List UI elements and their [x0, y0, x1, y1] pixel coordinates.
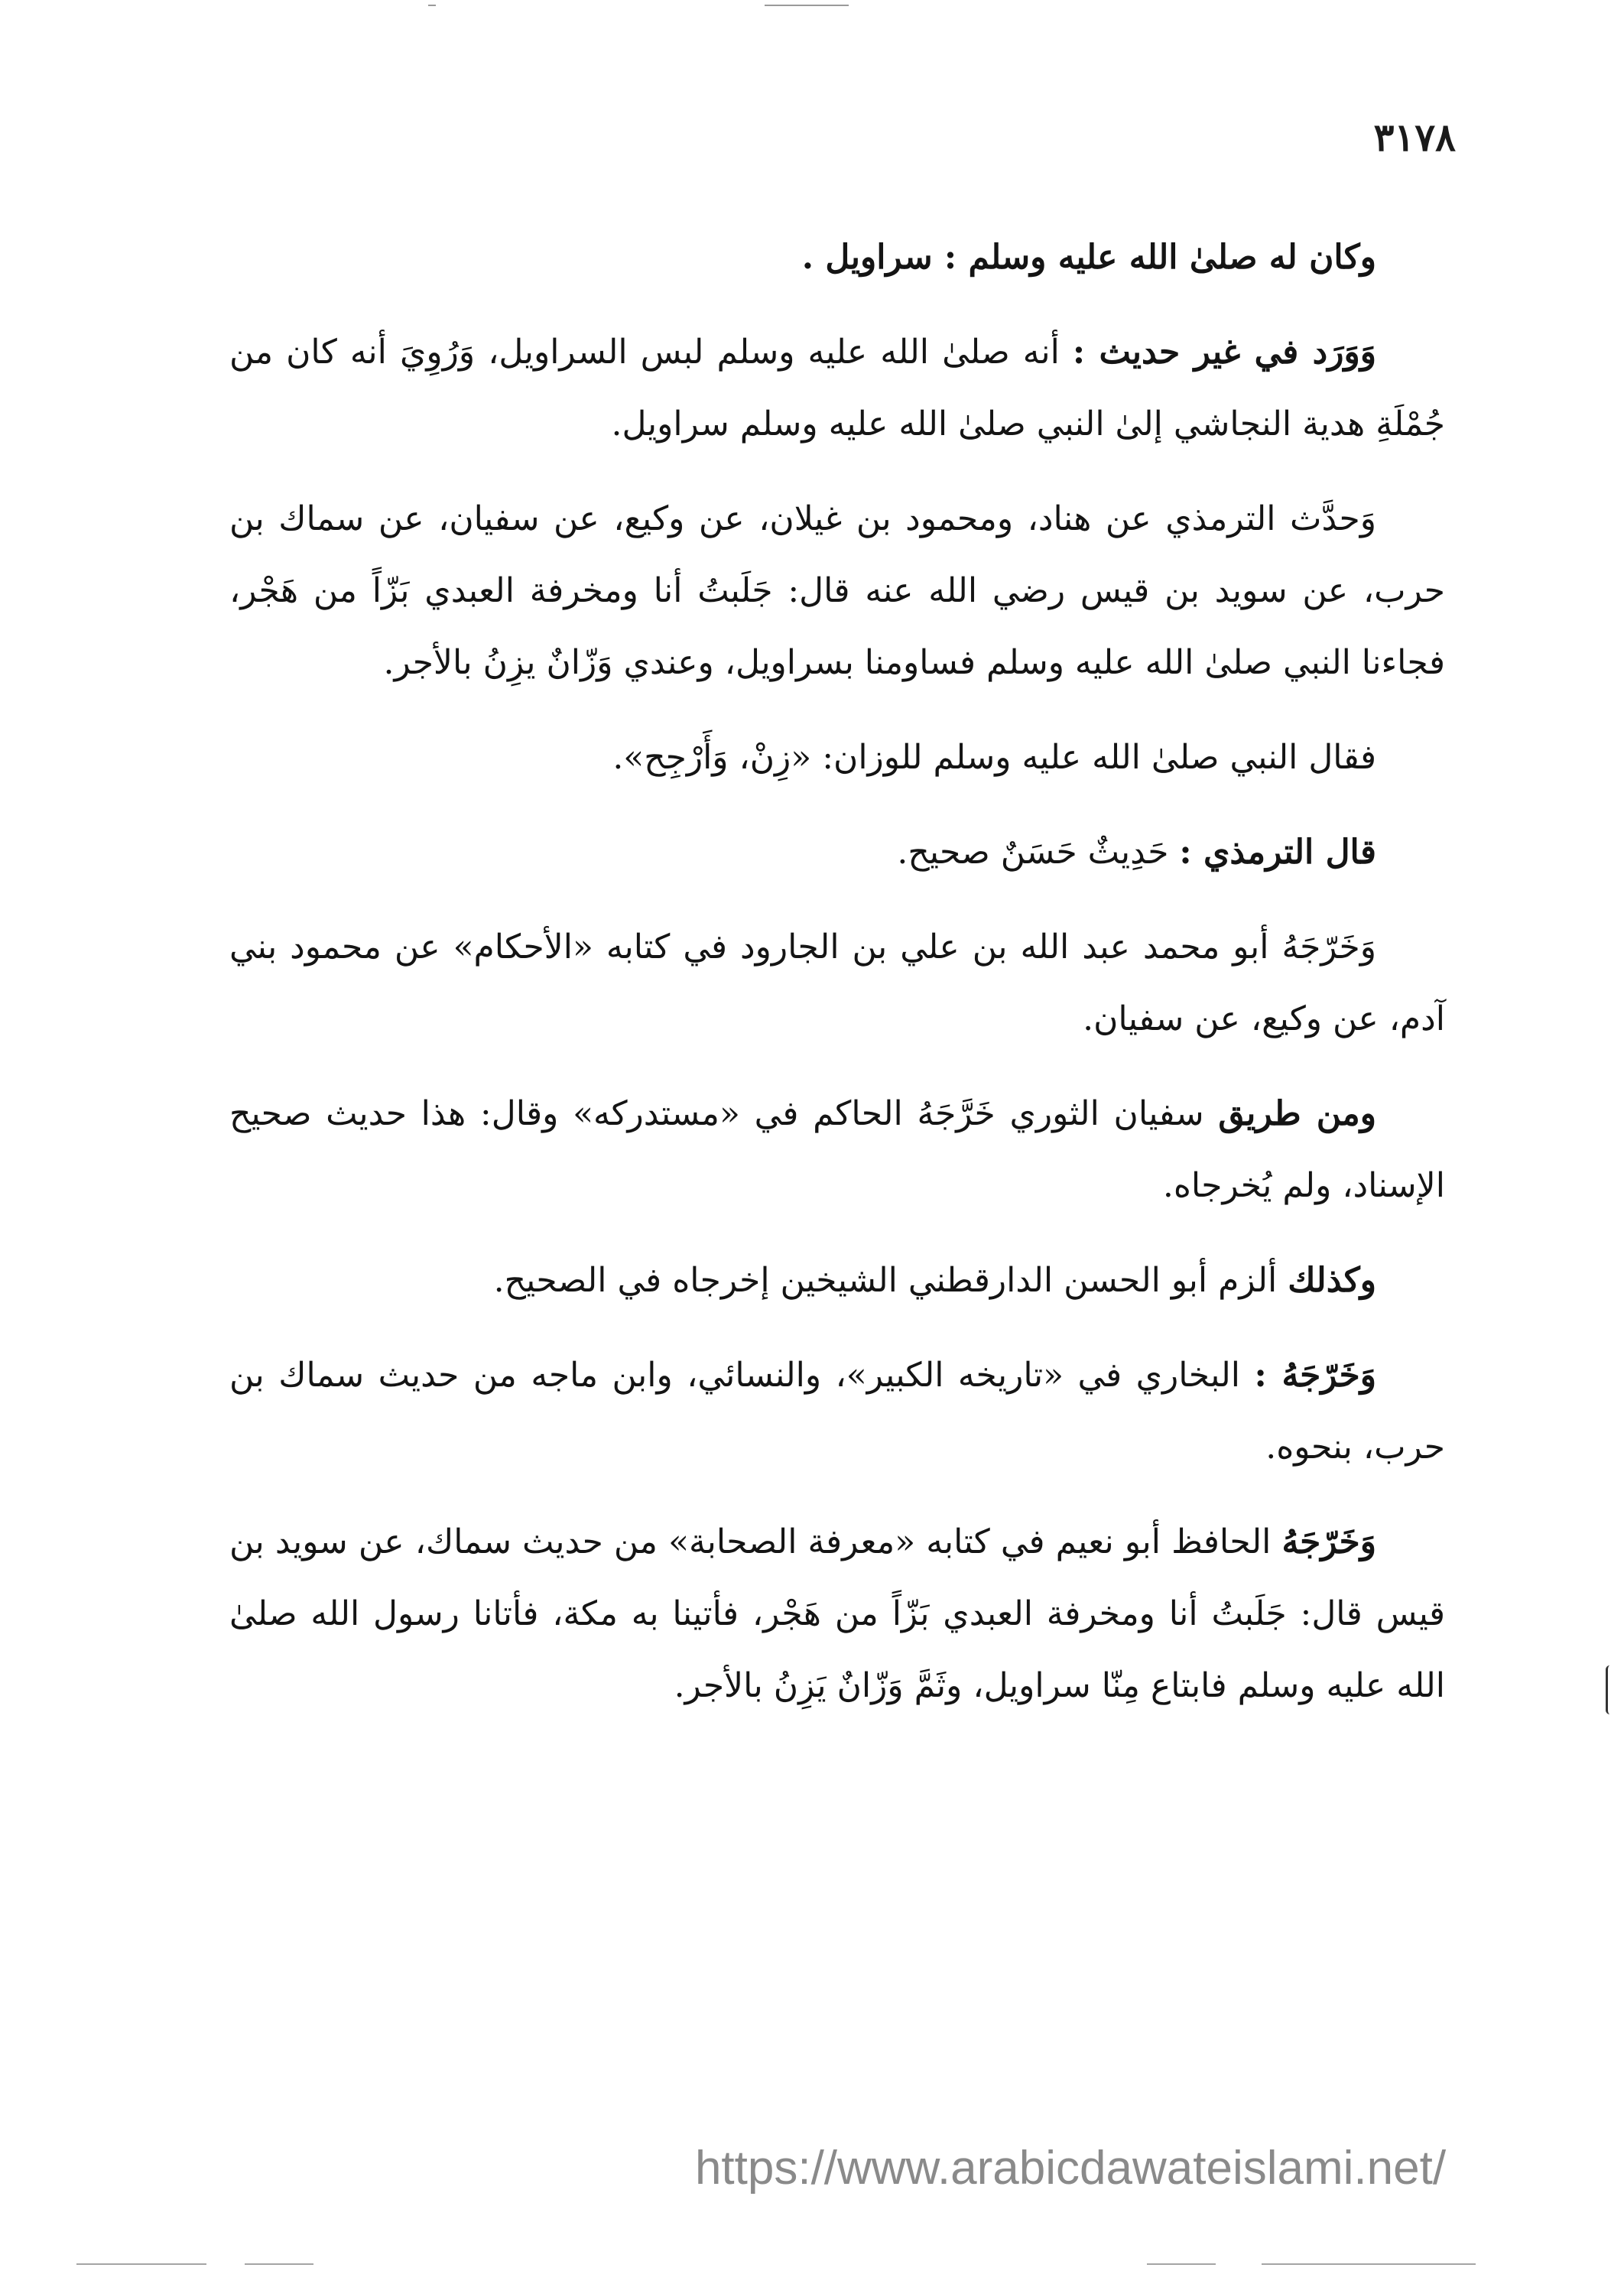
paragraph-7: ومن طريق سفيان الثوري خَرَّجَهُ الحاكم في «مستدركه» وقال: هذا حديث صحيح الإسناد، ولم يُخرجاه.: [229, 1094, 1445, 1205]
top-scan-marks: [0, 5, 1624, 15]
page-body: [229, 222, 1445, 1745]
paragraph-8: وكذلك ألزم أبو الحسن الدارقطني الشيخين إخرجاه في الصحيح.: [493, 1261, 1376, 1300]
paragraph-4: فقال النبي صلىٰ الله عليه وسلم للوزان: «زِنْ، وَأَرْجِح».: [612, 738, 1376, 777]
paragraph-5: قال الترمذي : حَدِيثٌ حَسَنٌ صحيح.: [897, 833, 1376, 872]
watermark-url: https://www.arabicdawateislami.net/: [694, 2142, 1447, 2195]
paragraph-9: وَخَرّجَهُ : البخاري في «تاريخه الكبير»، والنسائي، وابن ماجه من حديث سماك بن حرب، بنحوه.: [229, 1356, 1445, 1467]
paragraph-10: وَخَرّجَهُ الحافظ أبو نعيم في كتابه «معرفة الصحابة» من حديث سماك، عن سويد بن قيس قال: جَلَبتُ أنا ومخرفة العبدي بَزّاً من هَجْر، فأتينا به مكة، فأتانا رسول الله صلىٰ الله عليه وسلم فابتاع مِنّا سراويل، وثَمَّ وَزّانٌ يَزِنُ بالأجر.: [229, 1522, 1445, 1705]
paragraph-1: وكان له صلىٰ الله عليه وسلم : سراويل .: [801, 238, 1376, 277]
page-number: ٣١٧٨: [1373, 115, 1456, 160]
paragraph-3: وَحدَّث الترمذي عن هناد، ومحمود بن غيلان، عن وكيع، عن سفيان، عن سماك بن حرب، عن سويد بن قيس رضي الله عنه قال: جَلَبتُ أنا ومخرفة العبدي بَزّاً من هَجْر، فجاءنا النبي صلىٰ الله عليه وسلم فساومنا بسراويل، وعندي وَزّانٌ يزِنُ بالأجر.: [229, 499, 1445, 682]
bottom-scan-marks: [0, 2257, 1624, 2265]
margin-bracket-mark: [1606, 1665, 1614, 1714]
paragraph-2: وَوَرَد في غير حديث : أنه صلىٰ الله عليه وسلم لبس السراويل، وَرُوِيَ أنه كان من جُمْلَةِ هدية النجاشي إلىٰ النبي صلىٰ الله عليه وسلم سراويل.: [229, 333, 1445, 443]
paragraph-6: وَخَرّجَهُ أبو محمد عبد الله بن علي بن الجارود في كتابه «الأحكام» عن محمود بني آدم، عن وكيع، عن سفيان.: [229, 928, 1445, 1038]
